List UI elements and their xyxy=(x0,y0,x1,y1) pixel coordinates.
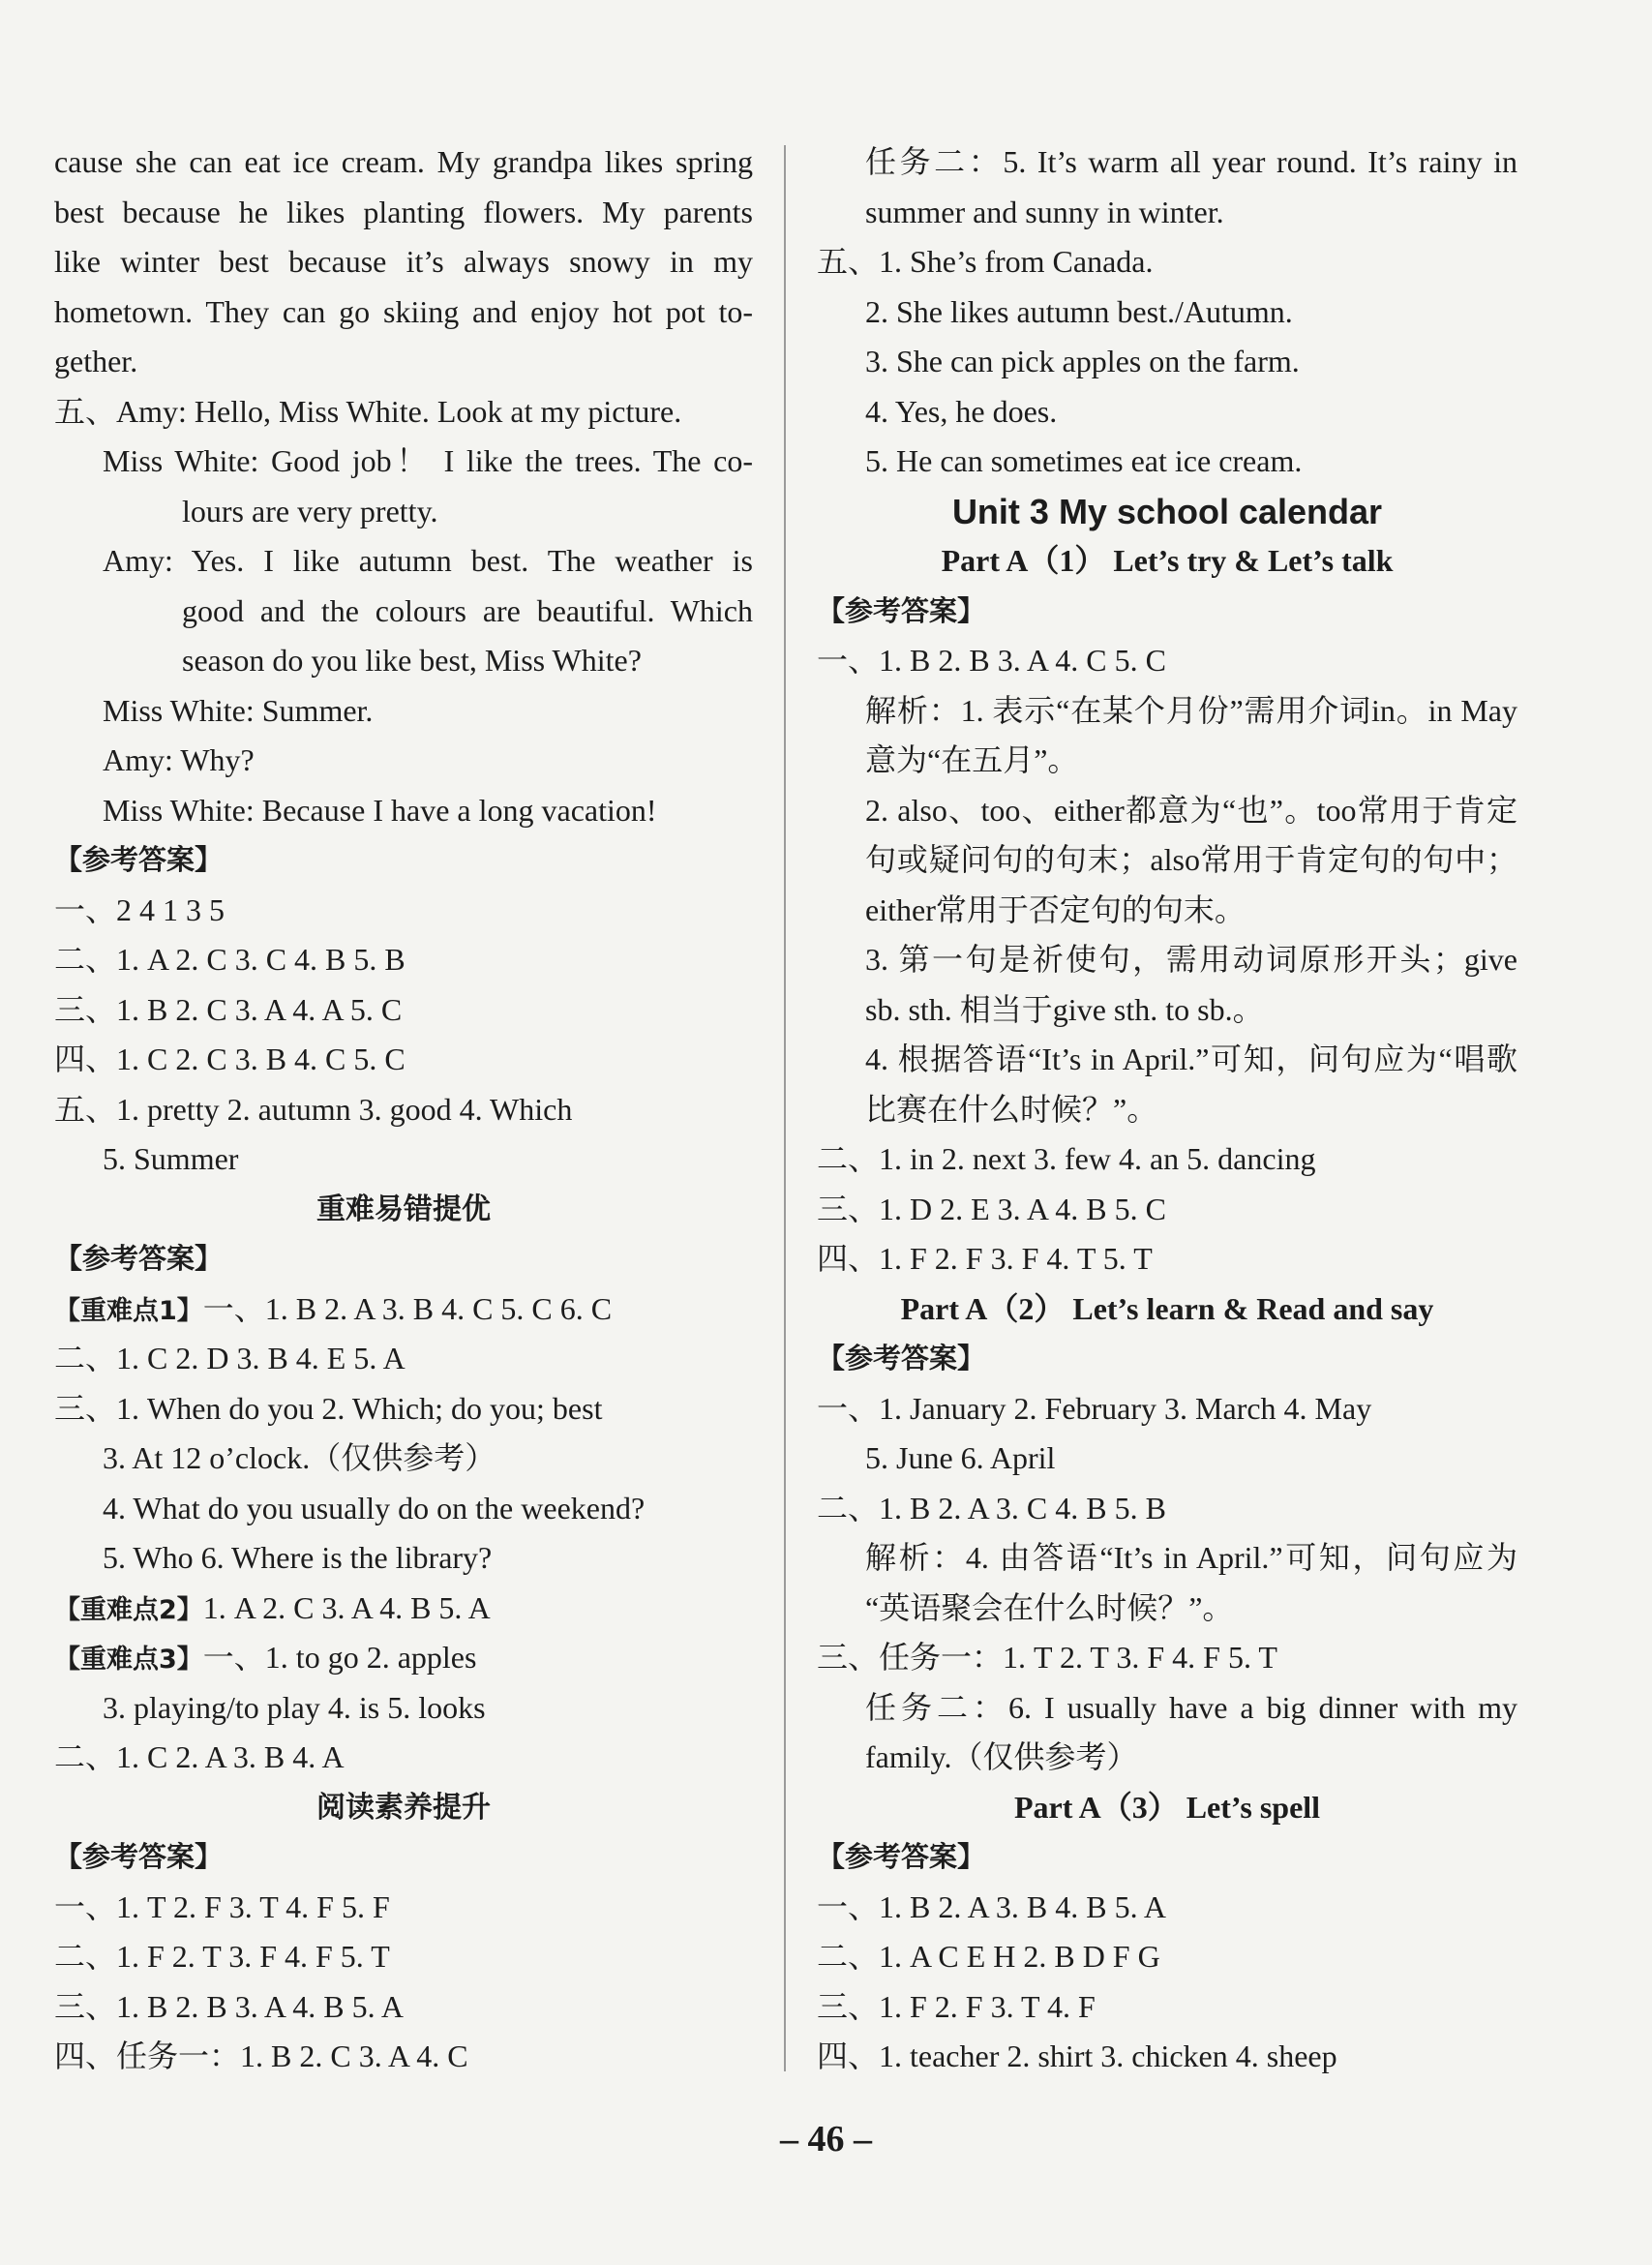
text-line: 二、1. B 2. A 3. C 4. B 5. B xyxy=(817,1490,1166,1525)
text-line: Miss White: Summer. xyxy=(103,692,374,728)
text-line: summer and sunny in winter. xyxy=(865,194,1224,229)
text-line: 二、1. F 2. T 3. F 4. F 5. T xyxy=(54,1939,390,1974)
text-line: 三、1. D 2. E 3. A 4. B 5. C xyxy=(817,1191,1166,1226)
text-line: 五、Amy: Hello, Miss White. Look at my picture. xyxy=(54,393,682,429)
text-line: 四、1. F 2. F 3. F 4. T 5. T xyxy=(817,1241,1153,1276)
text-line: 一、1. B 2. B 3. A 4. C 5. C xyxy=(817,643,1166,678)
part-heading: Part A（1） Let’s try & Let’s talk xyxy=(941,543,1394,578)
part-heading: Part A（3） Let’s spell xyxy=(1013,1789,1321,1825)
text-line: 三、1. When do you 2. Which; do you; best xyxy=(54,1390,603,1426)
text-line: 2. She likes autumn best./Autumn. xyxy=(865,293,1293,329)
text-line: 解析：4. 由答语“It’s in April.”可知，问句应为 xyxy=(865,1540,1517,1575)
text-line: 句或疑问句的句末；also常用于肯定句的句中； xyxy=(865,842,1517,877)
text-line: 一、1. B 2. A 3. B 4. B 5. A xyxy=(817,1888,1166,1924)
left-column xyxy=(54,137,753,2082)
text-line: 3. playing/to play 4. is 5. looks xyxy=(103,1689,486,1725)
text-line: gether. xyxy=(54,344,138,378)
text-line: 2. also、too、either都意为“也”。too常用于肯定 xyxy=(865,792,1517,828)
answer-key-label: 【参考答案】 xyxy=(54,843,224,876)
text-line: 三、1. B 2. C 3. A 4. A 5. C xyxy=(54,991,403,1027)
text-line: family.（仅供参考） xyxy=(865,1739,1138,1774)
key-point-label: 【重难点3】 xyxy=(54,1645,203,1675)
answer-key-label: 【参考答案】 xyxy=(817,1840,986,1873)
text-line xyxy=(54,1633,753,1683)
text-line: hometown. They can go skiing and enjoy hot pot to- xyxy=(54,293,753,329)
text-line: 四、任务一：1. B 2. C 3. A 4. C xyxy=(54,2038,468,2073)
text-line xyxy=(54,1284,753,1335)
text-line: 比赛在什么时候？”。 xyxy=(865,1091,1158,1127)
text-line: 4. What do you usually do on the weekend? xyxy=(103,1490,646,1525)
text-line: 二、1. C 2. D 3. B 4. E 5. A xyxy=(54,1341,405,1375)
text-line: “英语聚会在什么时候？”。 xyxy=(865,1589,1234,1625)
text-line: lours are very pretty. xyxy=(182,493,438,528)
text-line: like winter best because it’s always snowy in my xyxy=(54,244,753,279)
text-line: Miss White: Because I have a long vacation! xyxy=(103,792,657,828)
text-line: 三、1. B 2. B 3. A 4. B 5. A xyxy=(54,1988,404,2024)
part-heading: Part A（2） Let’s learn & Read and say xyxy=(900,1290,1434,1326)
text-line: 一、1. T 2. F 3. T 4. F 5. F xyxy=(54,1888,390,1924)
text-line: either常用于否定句的句末。 xyxy=(865,891,1246,927)
text-line: 二、1. C 2. A 3. B 4. A xyxy=(54,1739,345,1774)
text-line: 五、1. She’s from Canada. xyxy=(817,244,1154,279)
text-line: 二、1. in 2. next 3. few 4. an 5. dancing xyxy=(817,1141,1316,1176)
text-line: 意为“在五月”。 xyxy=(865,742,1079,777)
page-number: – 46 – xyxy=(780,2119,872,2159)
text-line: 一、2 4 1 3 5 xyxy=(54,891,225,927)
text-line: 任务二：6. I usually have a big dinner with my xyxy=(865,1689,1517,1725)
text-line: 三、任务一：1. T 2. T 3. F 4. F 5. T xyxy=(817,1640,1277,1675)
section-heading: 重难易错提优 xyxy=(316,1192,491,1226)
text-line: 4. Yes, he does. xyxy=(865,393,1058,429)
text-line: 四、1. teacher 2. shirt 3. chicken 4. sheep xyxy=(817,2038,1337,2073)
text-line: Miss White: Good job！ I like the trees. The co- xyxy=(103,443,753,478)
text-line: 解析：1. 表示“在某个月份”需用介词in。in May xyxy=(865,692,1517,728)
answer-key-label: 【参考答案】 xyxy=(54,1840,224,1873)
unit-title: Unit 3 My school calendar xyxy=(951,491,1383,531)
text-line: 五、1. pretty 2. autumn 3. good 4. Which xyxy=(54,1091,573,1127)
key-point-answers: 一、1. to go 2. apples xyxy=(202,1640,477,1675)
text-line: cause she can eat ice cream. My grandpa likes spring xyxy=(54,144,753,179)
text-line: Amy: Why? xyxy=(103,742,255,777)
key-point-answers: 1. A 2. C 3. A 4. B 5. A xyxy=(202,1589,491,1625)
text-line: 二、1. A 2. C 3. C 4. B 5. B xyxy=(54,942,405,977)
text-line: sb. sth. 相当于give sth. to sb.。 xyxy=(865,991,1264,1027)
text-line: season do you like best, Miss White? xyxy=(182,643,642,678)
key-point-answers: 一、1. B 2. A 3. B 4. C 5. C 6. C xyxy=(202,1290,613,1326)
text-line: 任务二：5. It’s warm all year round. It’s rainy in xyxy=(865,144,1517,179)
key-point-label: 【重难点2】 xyxy=(54,1594,203,1625)
text-line: good and the colours are beautiful. Which xyxy=(182,592,753,628)
text-line: best because he likes planting flowers. My parents xyxy=(54,194,753,229)
text-line xyxy=(54,1584,753,1634)
answer-key-label: 【参考答案】 xyxy=(817,593,986,627)
text-line: 四、1. C 2. C 3. B 4. C 5. C xyxy=(54,1042,405,1076)
text-line: 5. June 6. April xyxy=(865,1440,1056,1475)
text-line: 5. Summer xyxy=(103,1141,239,1176)
answer-key-label: 【参考答案】 xyxy=(817,1342,986,1374)
text-line: 4. 根据答语“It’s in April.”可知，问句应为“唱歌 xyxy=(865,1042,1517,1076)
text-line: 5. He can sometimes eat ice cream. xyxy=(865,443,1303,478)
text-line: Amy: Yes. I like autumn best. The weather is xyxy=(103,543,753,578)
text-line: 三、1. F 2. F 3. T 4. F xyxy=(817,1988,1096,2024)
right-column xyxy=(817,137,1517,2082)
text-line: 二、1. A C E H 2. B D F G xyxy=(817,1939,1160,1974)
text-line: 3. 第一句是祈使句，需用动词原形开头；give xyxy=(865,942,1517,977)
section-heading: 阅读素养提升 xyxy=(316,1790,491,1825)
column-divider xyxy=(784,145,786,2071)
text-line: 3. At 12 o’clock.（仅供参考） xyxy=(103,1440,496,1475)
key-point-label: 【重难点1】 xyxy=(54,1295,203,1326)
text-line: 3. She can pick apples on the farm. xyxy=(865,344,1300,378)
answer-key-label: 【参考答案】 xyxy=(54,1242,224,1275)
text-line: 一、1. January 2. February 3. March 4. May xyxy=(817,1390,1372,1426)
text-line: 5. Who 6. Where is the library? xyxy=(103,1540,493,1575)
